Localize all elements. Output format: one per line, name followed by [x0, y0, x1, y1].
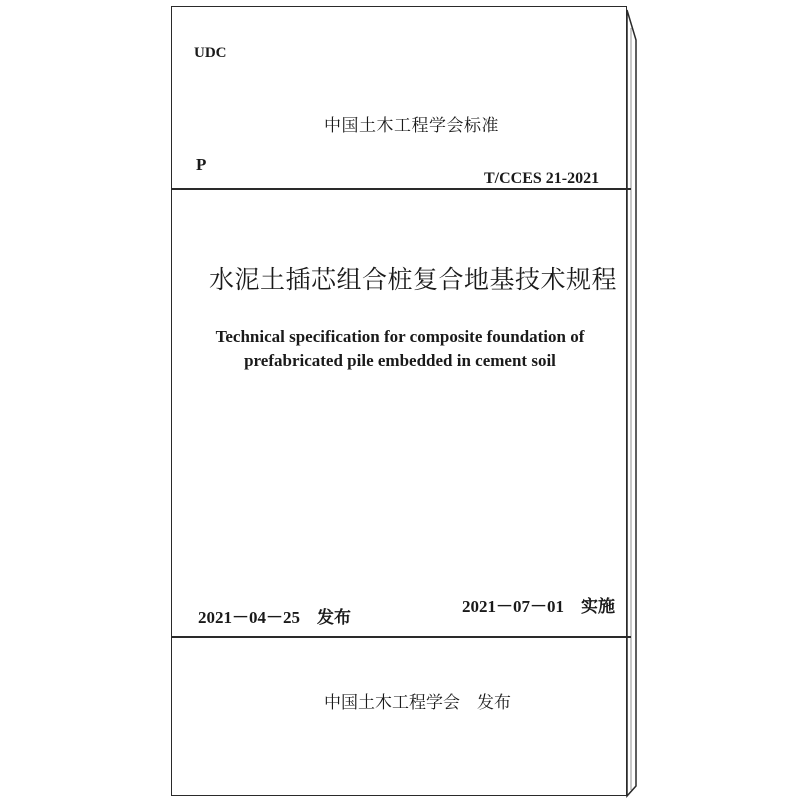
standard-number: T/CCES 21-2021 [484, 170, 600, 187]
category-label: P [196, 155, 207, 174]
book-cover [171, 6, 627, 796]
header-divider [171, 188, 631, 190]
title-english-line-2: prefabricated pile embedded in cement soil [244, 351, 556, 370]
footer-divider [171, 636, 631, 638]
title-chinese: 水泥土插芯组合桩复合地基技术规程 [209, 265, 618, 294]
title-english-line-1: Technical specification for composite foundation of [215, 327, 585, 346]
issue-date: 2021－04－25 发布 [198, 608, 351, 627]
implementation-date: 2021－07－01 实施 [462, 597, 615, 616]
publisher-label: 中国土木工程学会 发布 [324, 693, 511, 713]
title-english [172, 325, 628, 373]
udc-label: UDC [194, 45, 227, 61]
standard-series-label: 中国土木工程学会标准 [324, 116, 499, 136]
